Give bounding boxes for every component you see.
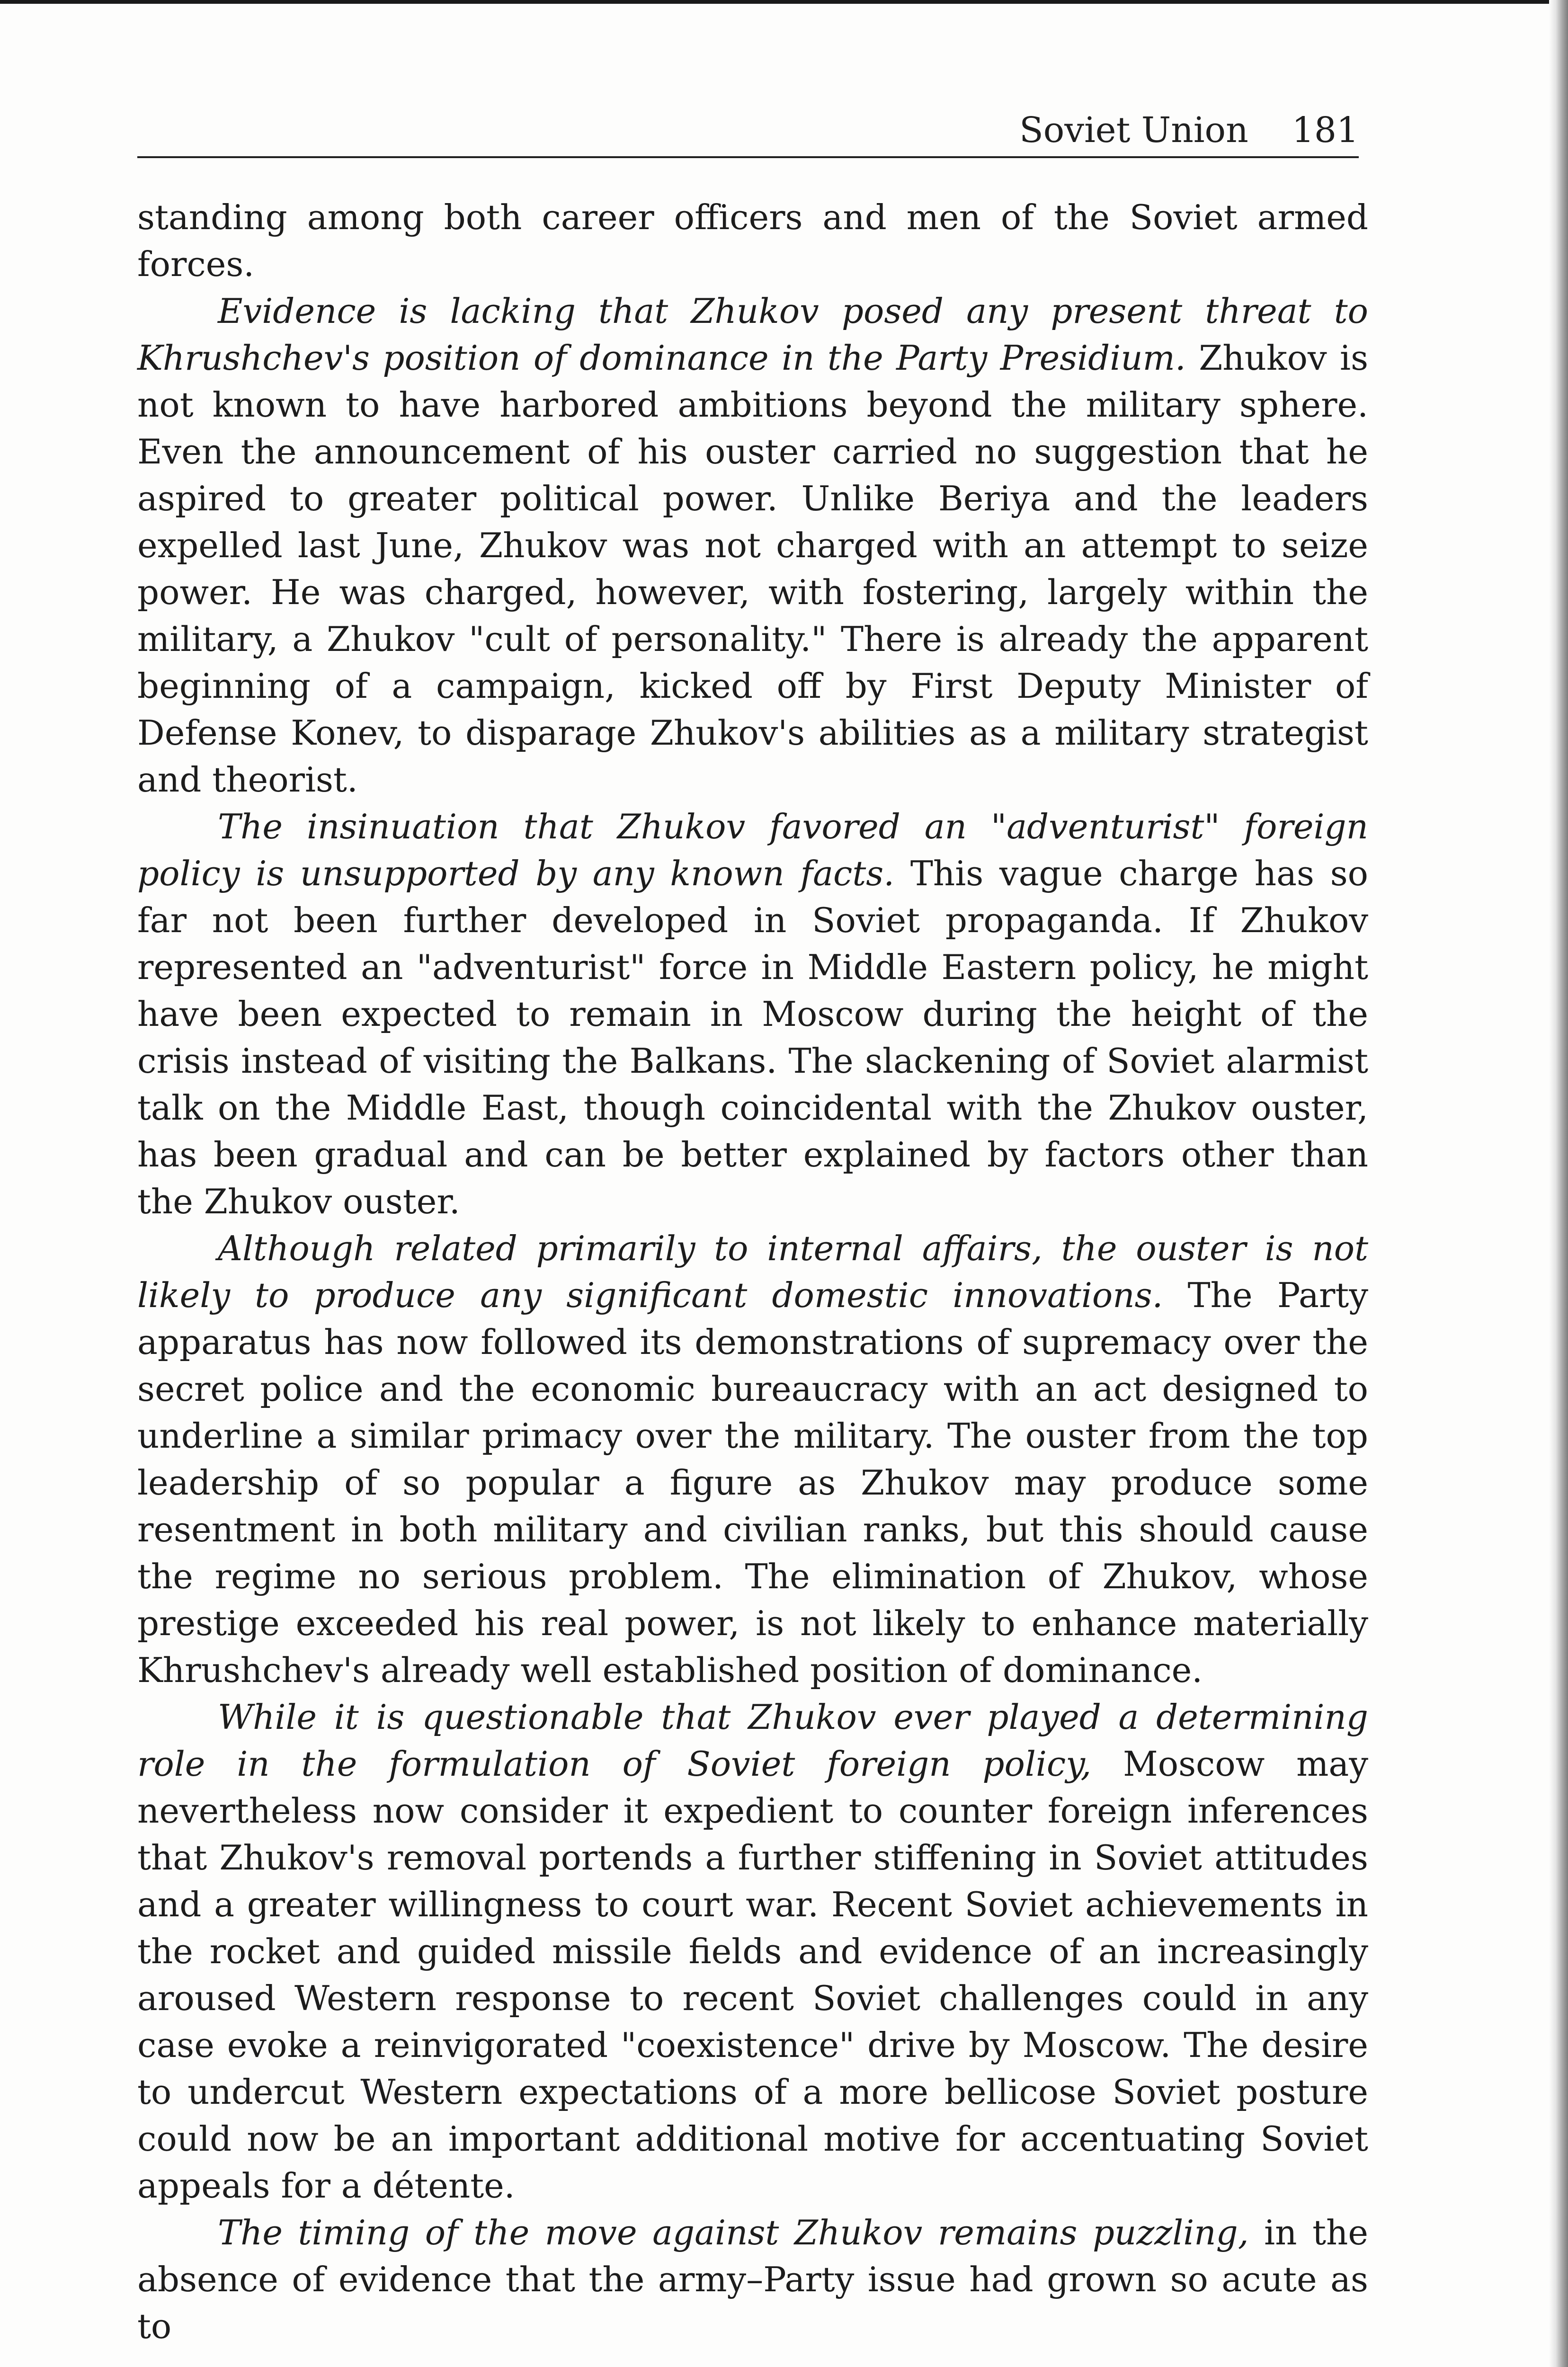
header-line xyxy=(1019,110,1359,151)
page-header xyxy=(137,109,1359,158)
paragraph-lead: Evidence is lacking that Zhukov posed any present threat to Khrushchev's position of dominance in the Party Presidium. xyxy=(137,291,1368,378)
scan-top-edge xyxy=(0,0,1568,4)
paragraph xyxy=(137,2209,1368,2350)
body-text xyxy=(137,194,1368,2350)
paragraph-lead: Although related primarily to internal affairs, the ouster is not likely to produce any significant domestic innovations. xyxy=(137,1228,1368,1315)
paragraph xyxy=(137,194,1368,288)
paragraph xyxy=(137,288,1368,803)
paragraph-body: standing among both career officers and men of the Soviet armed forces. xyxy=(137,197,1368,284)
paragraph-body: The Party apparatus has now followed its demonstrations of supremacy over the secret police and the economic bureaucracy with an act designed to underline a similar primacy over the military. The ouster from the top leadership of so popular a figure as Zhukov may produce some resentment in both military and civilian ranks, but this should cause the regime no serious problem. The elimination of Zhukov, whose prestige exceeded his real power, is not likely to enhance materially Khrushchev's already well established position of dominance. xyxy=(137,1275,1368,1690)
paragraph xyxy=(137,1694,1368,2209)
paragraph-body: This vague charge has so far not been further developed in Soviet propaganda. If Zhukov represented an "adventurist" force in Middle Eastern policy, he might have been expected to remain in Moscow during the height of the crisis instead of visiting the Balkans. The slackening of Soviet alarmist talk on the Middle East, though coincidental with the Zhukov ouster, has been gradual and can be better explained by factors other than the Zhukov ouster. xyxy=(137,854,1368,1221)
paragraph xyxy=(137,1225,1368,1694)
paragraph-body: Zhukov is not known to have harbored ambitions beyond the military sphere. Even the announcement of his ouster carried no suggestion that he aspired to greater political power. Unlike Beriya and the leaders expelled last June, Zhukov was not charged with an attempt to seize power. He was charged, however, with fostering, largely within the military, a Zhukov "cult of personality." There is already the apparent beginning of a campaign, kicked off by First Deputy Minister of Defense Konev, to disparage Zhukov's abilities as a military strategist and theorist. xyxy=(137,338,1369,800)
paragraph-lead: The timing of the move against Zhukov remains puzzling, xyxy=(218,2213,1249,2252)
running-head: Soviet Union xyxy=(1019,110,1248,151)
paragraph-lead: While it is questionable that Zhukov ever played a determining role in the formulation of Soviet foreign policy, xyxy=(137,1697,1368,1784)
paragraph-body: in the absence of evidence that the army–Party issue had grown so acute as to xyxy=(137,2213,1368,2346)
page-number: 181 xyxy=(1292,110,1359,151)
scan-binding-edge xyxy=(1549,0,1568,2367)
paragraph-lead: The insinuation that Zhukov favored an "adventurist" foreign policy is unsupported by any known facts. xyxy=(137,807,1368,893)
paragraph-body: Moscow may nevertheless now consider it expedient to counter foreign inferences that Zhukov's removal portends a further stiffening in Soviet attitudes and a greater willingness to court war. Recent Soviet achievements in the rocket and guided missile fields and evidence of an increasingly aroused Western response to recent Soviet challenges could in any case evoke a reinvigorated "coexistence" drive by Moscow. The desire to undercut Western expectations of a more bellicose Soviet posture could now be an important additional motive for accentuating Soviet appeals for a détente. xyxy=(137,1744,1369,2206)
paragraph xyxy=(137,803,1368,1225)
